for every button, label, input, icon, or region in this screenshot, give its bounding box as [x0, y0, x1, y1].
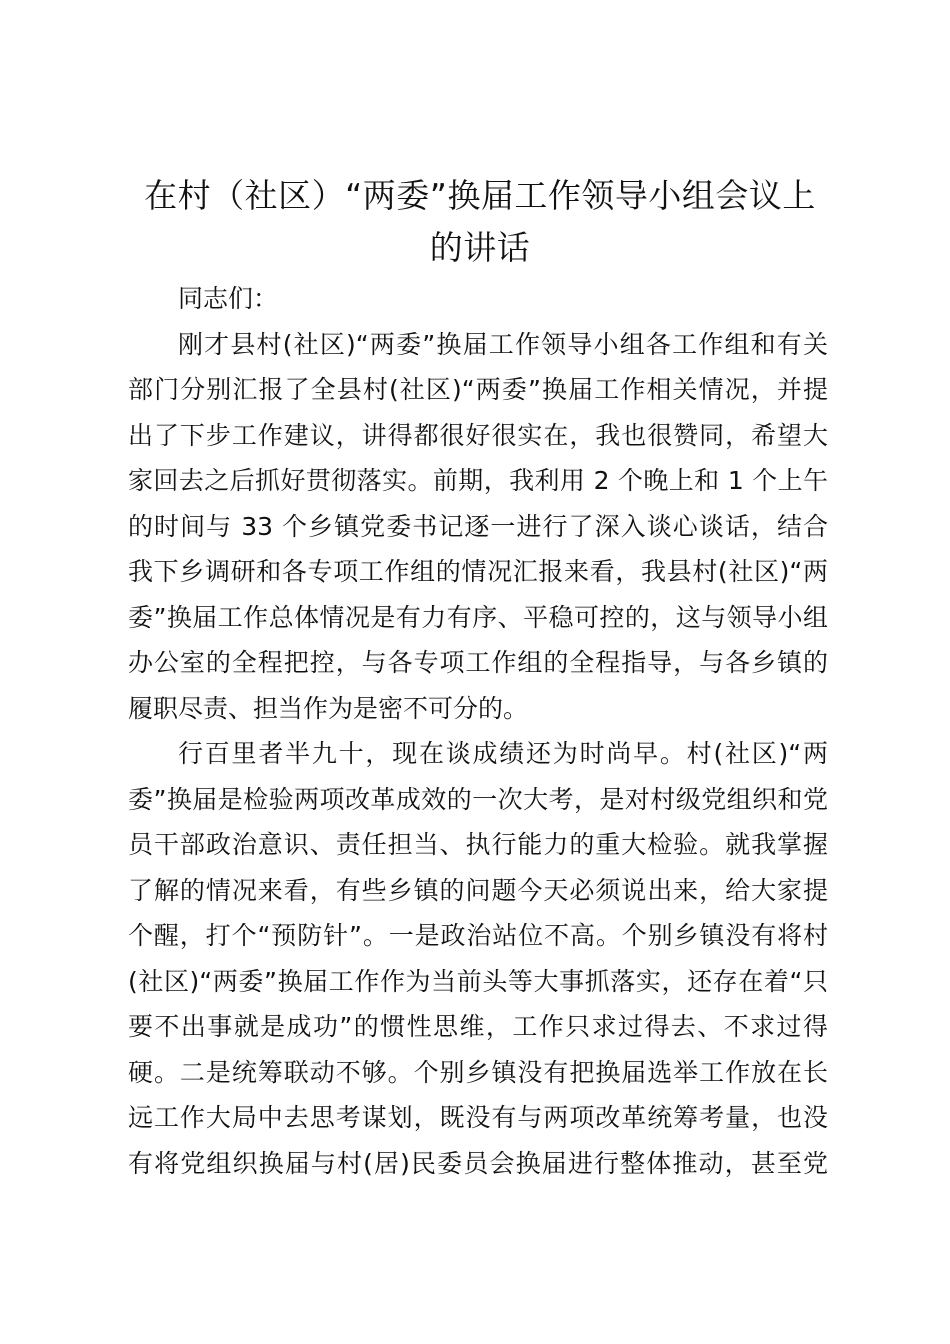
paragraph-2 [128, 731, 828, 1186]
text-line: 员干部政治意识、责任担当、执行能力的重大检验。就我掌握 [128, 830, 828, 859]
title-line: 在村（社区）“两委”换届工作领导小组会议上 [144, 176, 816, 215]
document-body [128, 276, 828, 1186]
title-line: 的讲话 [429, 228, 531, 267]
text-line: 委”换届工作总体情况是有力有序、平稳可控的，这与领导小组 [128, 602, 828, 632]
text-line: 部门分别汇报了全县村(社区)“两委”换届工作相关情况，并提 [128, 375, 828, 404]
text-line: 有将党组织换届与村(居)民委员会换届进行整体推动，甚至党 [128, 1148, 828, 1178]
text-line: 履职尽责、担当作为是密不可分的。 [128, 693, 529, 723]
text-line: 我下乡调研和各专项工作组的情况汇报来看，我县村(社区)“两 [128, 557, 828, 586]
text-line: 的时间与 33 个乡镇党委书记逐一进行了深入谈心谈话，结合 [128, 511, 828, 541]
text-line: 办公室的全程把控，与各专项工作组的全程指导，与各乡镇的 [128, 648, 828, 677]
text-line: 出了下步工作建议，讲得都很好很实在，我也很赞同，希望大 [128, 420, 828, 450]
text-line: 硬。二是统筹联动不够。个别乡镇没有把换届选举工作放在长 [128, 1057, 828, 1087]
text-line: 委”换届是检验两项改革成效的一次大考，是对村级党组织和党 [128, 784, 828, 814]
paragraph-1 [128, 322, 828, 732]
text-line: 刚才县村(社区)“两委”换届工作领导小组各工作组和有关 [178, 329, 828, 359]
text-line: 行百里者半九十，现在谈成绩还为时尚早。村(社区)“两 [178, 739, 828, 768]
text-line: 个醒，打个“预防针”。一是政治站位不高。个别乡镇没有将村 [128, 921, 828, 950]
document-title [100, 170, 860, 274]
text-line: 要不出事就是成功”的惯性思维，工作只求过得去、不求过得 [128, 1012, 828, 1041]
salutation: 同志们： [178, 284, 279, 313]
text-line: (社区)“两委”换届工作作为当前头等大事抓落实，还存在着“只 [128, 966, 828, 996]
text-line: 家回去之后抓好贯彻落实。前期，我利用 2 个晚上和 1 个上午 [128, 466, 828, 495]
text-line: 了解的情况来看，有些乡镇的问题今天必须说出来，给大家提 [128, 875, 828, 905]
text-line: 远工作大局中去思考谋划，既没有与两项改革统筹考量，也没 [128, 1103, 828, 1132]
